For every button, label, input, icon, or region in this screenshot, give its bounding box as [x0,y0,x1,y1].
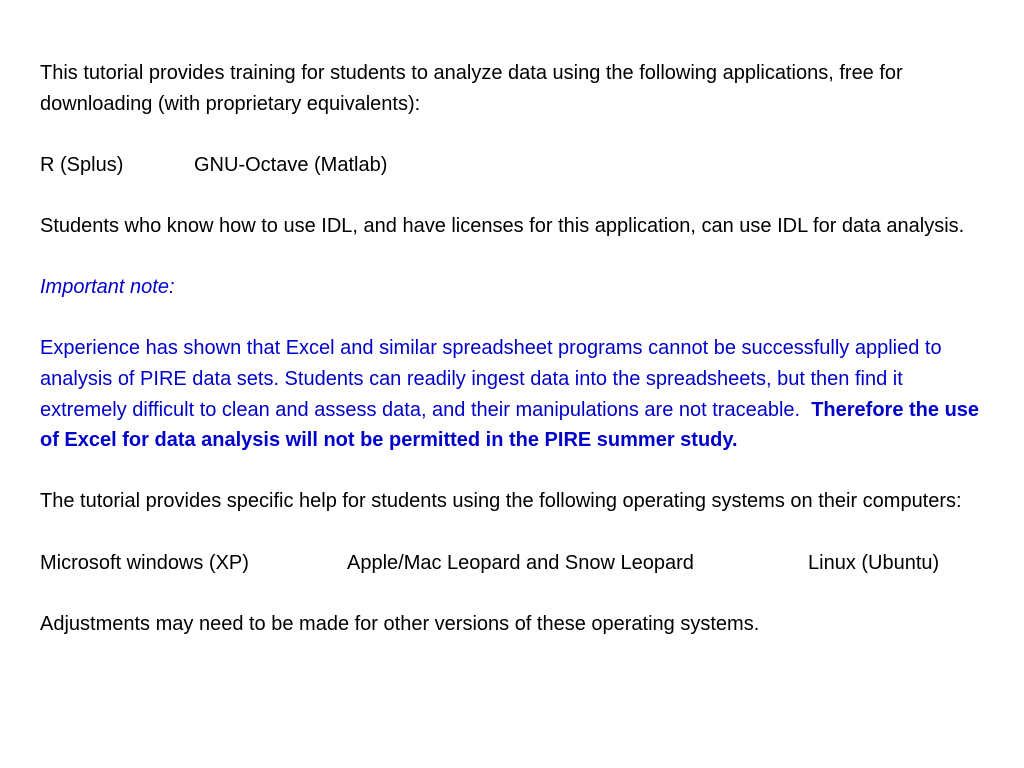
os-linux: Linux (Ubuntu) [808,551,940,574]
excel-paragraph [40,333,990,455]
application-octave: GNU-Octave (Matlab) [194,153,388,176]
adjustments-paragraph: Adjustments may need to be made for other versions of these operating systems. [40,612,760,635]
important-note-heading: Important note: [40,276,175,299]
application-r: R (Splus) [40,153,124,176]
excel-warning-text: Therefore the use of Excel for data analysis will not be permitted in the PIRE summer study. [40,398,980,452]
intro-paragraph: This tutorial provides training for students to analyze data using the following applications, free for downloading (with proprietary equivalents): [40,62,903,115]
idl-paragraph: Students who know how to use IDL, and have licenses for this application, can use IDL for data analysis. [40,214,965,237]
slide-content [40,58,990,670]
os-mac: Apple/Mac Leopard and Snow Leopard [347,551,694,574]
excel-note-text: Experience has shown that Excel and similar spreadsheet programs cannot be successfully applied to analysis of PIRE data sets. Students can readily ingest data into the spreadsheets, but then find it extremely difficult to clean and assess data, and their manipulations are not traceable. [40,337,942,421]
applications-row [40,150,990,181]
os-intro-paragraph: The tutorial provides specific help for students using the following operating systems on their computers: [40,490,962,513]
os-windows: Microsoft windows (XP) [40,551,249,574]
operating-systems-row [40,548,990,579]
